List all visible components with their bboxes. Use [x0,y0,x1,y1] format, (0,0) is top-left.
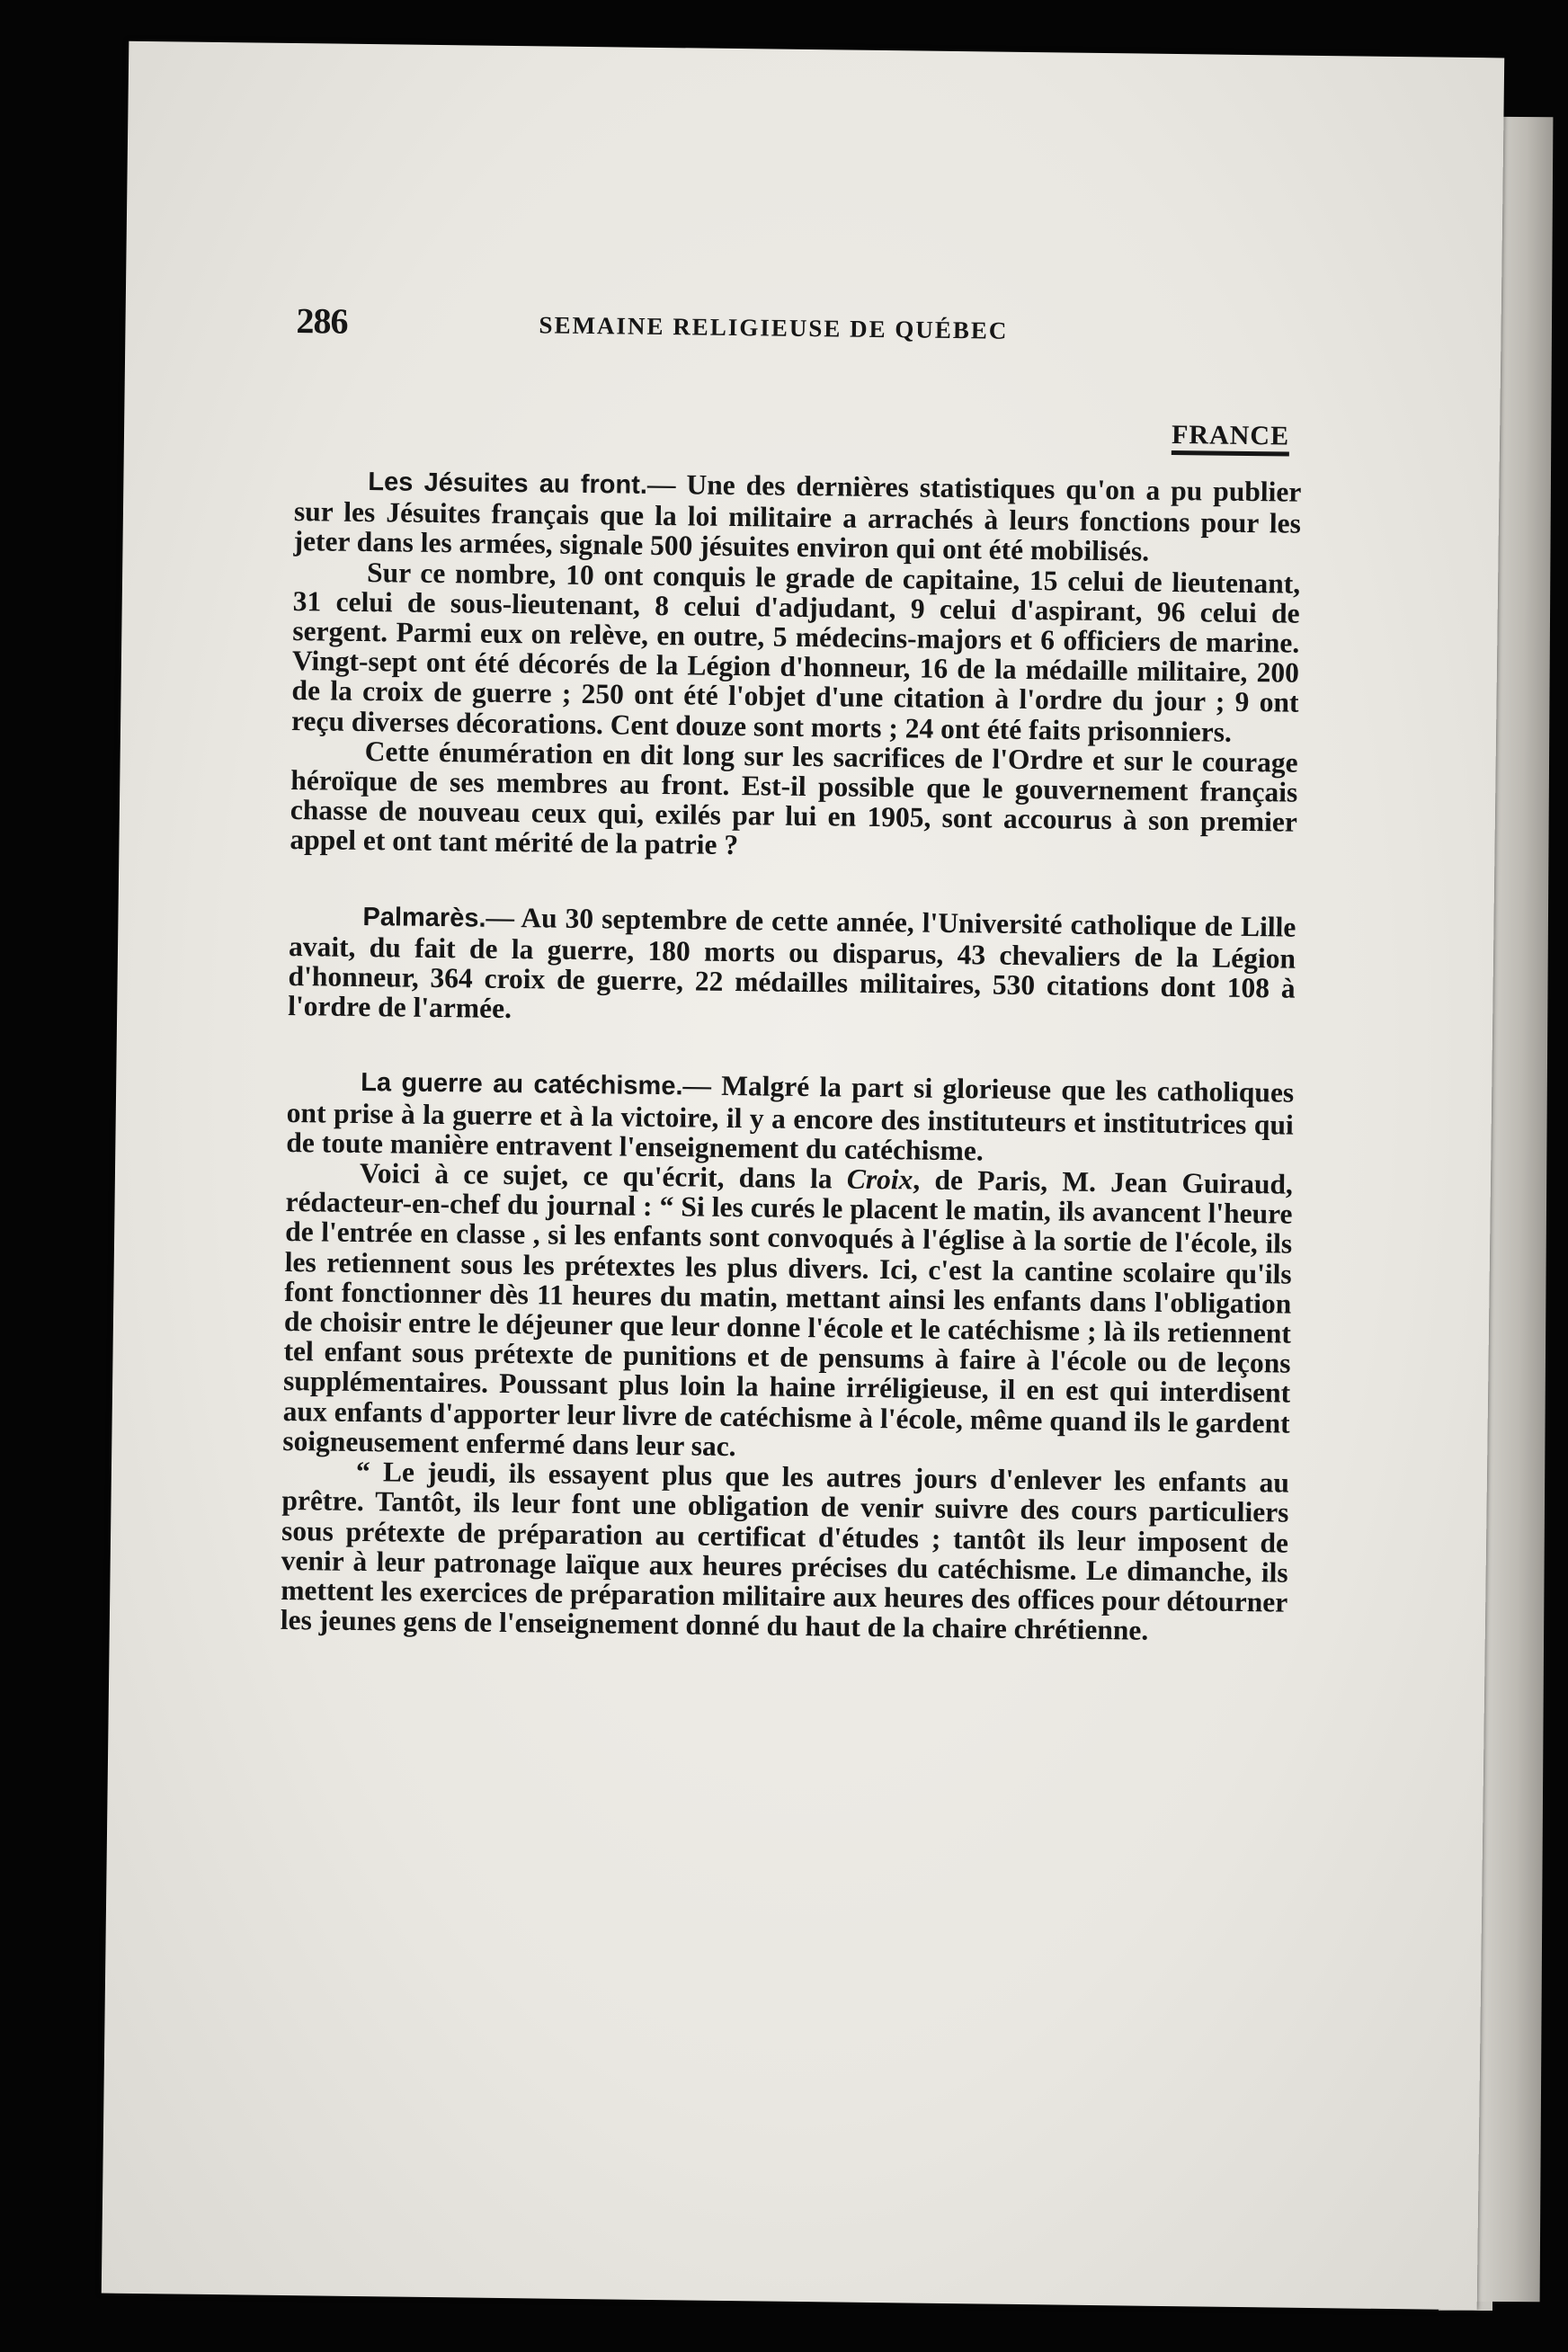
page-content [281,299,1304,1647]
article-paragraph: Sur ce nombre, 10 ont conquis le grade de capitaine, 15 celui de lieutenant, 31 celui de sous-lieutenant, 8 celui d'adjudant, 9 celui d'aspirant, 96 celui de sergent. Parmi eux on relève, en outre, 5 médecins-majors et 6 officiers de marine. Vingt-sept ont été décorés de la Légion d'honneur, 16 de la médaille militaire, 200 de la croix de guerre ; 250 ont été l'objet d'une citation à l'ordre du jour ; 9 ont reçu diverses décorations. Cent douze sont morts ; 24 ont été faits prisonniers. [290,556,1301,748]
newspaper-title: Croix [846,1163,913,1196]
article-paragraph: Cette énumération en dit long sur les sacrifices de l'Ordre et sur le courage héroïque de ses membres au front. Est-il possible que le gouvernement français chasse de nouveau ceux qui, exilés par lui en 1905, sont accourus à son premier appel et ont tant mérité de la patrie ? [290,735,1298,861]
article-palmares [288,900,1296,1033]
article-lead: La guerre au catéchisme. [361,1068,683,1101]
section-heading [295,409,1289,452]
paragraph-text: , de Paris, M. Jean Guiraud, rédacteur-en-chef du journal : “ Si les curés le placent le matin, ils avancent l'heure de l'entrée en classe , si les enfants sont convoqués à l'église à la sortie de l'école, ils les retiennent sous les prétextes les plus divers. Ici, c'est la cantine scolaire qu'ils font fonctionner dès 11 heures du matin, mettant ainsi les enfants dans l'obligation de choisir entre le déjeuner que leur donne l'école et le catéchisme ; là ils retiennent tel enfant sous prétexte de punitions et de pensums à faire à l'école ou de leçons supplémentaires. Poussant plus loin la haine irréligieuse, il en est qui interdisent aux enfants d'apporter leur livre de catéchisme à l'école, même quand ils le gardent soigneusement enfermé dans leur sac. [282,1163,1294,1463]
page-header [296,299,1304,366]
running-title: SEMAINE RELIGIEUSE DE QUÉBEC [539,311,1009,344]
section-label: FRANCE [1172,420,1289,457]
paragraph-text: — Au 30 septembre de cette année, l'Université catholique de Lille avait, du fait de la guerre, 180 morts ou disparus, 43 chevaliers de la Légion d'honneur, 364 croix de guerre, 22 médailles militaires, 530 citations dont 108 à l'ordre de l'armée. [288,901,1296,1025]
scanned-page [102,41,1504,2311]
article-jesuites [290,465,1301,867]
article-paragraph [282,1157,1293,1468]
article-lead: Palmarès. [362,902,486,933]
paragraph-text: — Malgré la part si glorieuse que les catholiques ont prise à la guerre et à la victoire, il y a encore des instituteurs et institutrices qui de toute manière entravent l'enseignement du catéchisme. [286,1069,1295,1167]
paragraph-text: — Une des dernières statistiques qu'on a pu publier sur les Jésuites français que la loi militaire a arrachés à leurs fonctions pour les jeter dans les armées, signale 500 jésuites environ qui ont été mobilisés. [293,468,1302,568]
article-paragraph [293,465,1301,568]
article-lead: Les Jésuites au front. [368,468,648,500]
article-catechisme [281,1065,1295,1646]
article-paragraph: “ Le jeudi, ils essayent plus que les autres jours d'enlever les enfants au prêtre. Tantôt, ils leur font une obligation de venir suivre des cours particuliers sous prétexte de préparation au certificat d'études ; tantôt ils leur imposent de venir à leur patronage laïque aux heures précises du catéchisme. Le dimanche, ils mettent les exercices de préparation militaire aux heures des offices pour détourner les jeunes gens de l'enseignement donné du haut de la chaire chrétienne. [280,1456,1290,1646]
paragraph-text: Voici à ce sujet, ce qu'écrit, dans la [359,1157,848,1195]
article-paragraph [288,900,1296,1033]
page-number: 286 [296,300,348,342]
article-paragraph [286,1065,1294,1169]
